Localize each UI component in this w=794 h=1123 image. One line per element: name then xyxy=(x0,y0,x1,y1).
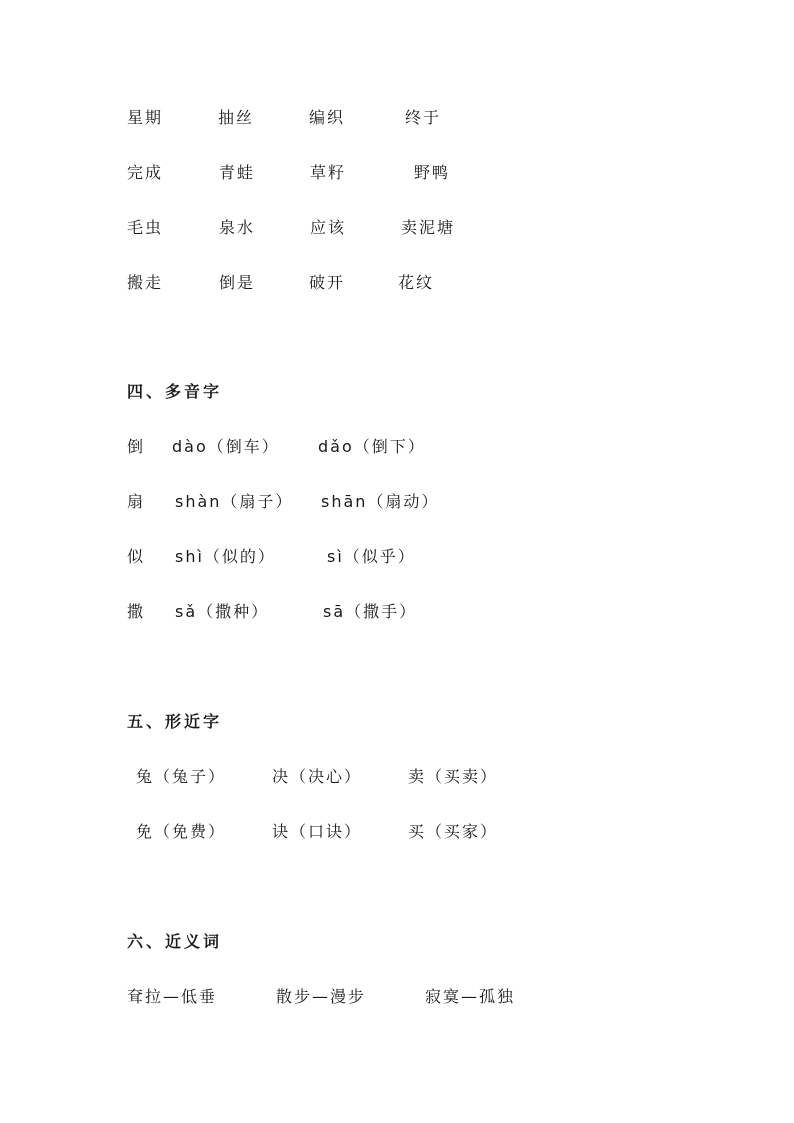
vocab-word: 花纹 xyxy=(398,273,435,292)
section-heading-polyphones: 四、多音字 xyxy=(127,382,223,401)
similar-char: 决（决心） xyxy=(272,767,363,786)
vocab-word: 抽丝 xyxy=(218,108,255,127)
vocab-word: 野鸭 xyxy=(414,163,451,182)
synonym-pair: 散步—漫步 xyxy=(276,987,367,1006)
similar-char: 买（买家） xyxy=(408,822,499,841)
vocab-word: 青蛙 xyxy=(219,163,256,182)
vocab-word: 应该 xyxy=(310,218,347,237)
similar-char: 卖（买卖） xyxy=(408,767,499,786)
polyphone-reading: shàn（扇子） xyxy=(175,492,294,511)
polyphone-reading: shì（似的） xyxy=(175,547,276,566)
polyphone-char: 似 xyxy=(127,547,146,566)
polyphone-char: 撒 xyxy=(127,602,146,621)
section-heading-synonyms: 六、近义词 xyxy=(127,932,223,951)
polyphone-reading: dǎo（倒下） xyxy=(318,437,426,456)
vocab-word: 星期 xyxy=(127,108,164,127)
vocab-word: 卖泥塘 xyxy=(401,218,456,237)
synonym-pair: 寂寞—孤独 xyxy=(425,987,516,1006)
vocab-word: 泉水 xyxy=(219,218,256,237)
vocab-word: 编织 xyxy=(309,108,346,127)
similar-char: 免（免费） xyxy=(136,822,227,841)
vocab-word: 草籽 xyxy=(310,163,347,182)
vocab-word: 搬走 xyxy=(127,273,164,292)
polyphone-char: 倒 xyxy=(127,437,146,456)
similar-char: 诀（口诀） xyxy=(272,822,363,841)
similar-char: 兔（兔子） xyxy=(136,767,227,786)
vocab-word: 破开 xyxy=(309,273,346,292)
vocab-word: 终于 xyxy=(405,108,442,127)
vocab-word: 毛虫 xyxy=(127,218,164,237)
polyphone-char: 扇 xyxy=(127,492,146,511)
vocab-word: 倒是 xyxy=(219,273,256,292)
polyphone-reading: dào（倒车） xyxy=(172,437,280,456)
polyphone-reading: sǎ（撒种） xyxy=(175,602,270,621)
section-heading-similar-chars: 五、形近字 xyxy=(127,712,223,731)
polyphone-reading: sì（似乎） xyxy=(327,547,416,566)
synonym-pair: 耷拉—低垂 xyxy=(127,987,218,1006)
polyphone-reading: shān（扇动） xyxy=(321,492,440,511)
polyphone-reading: sā（撒手） xyxy=(323,602,418,621)
vocab-word: 完成 xyxy=(127,163,164,182)
